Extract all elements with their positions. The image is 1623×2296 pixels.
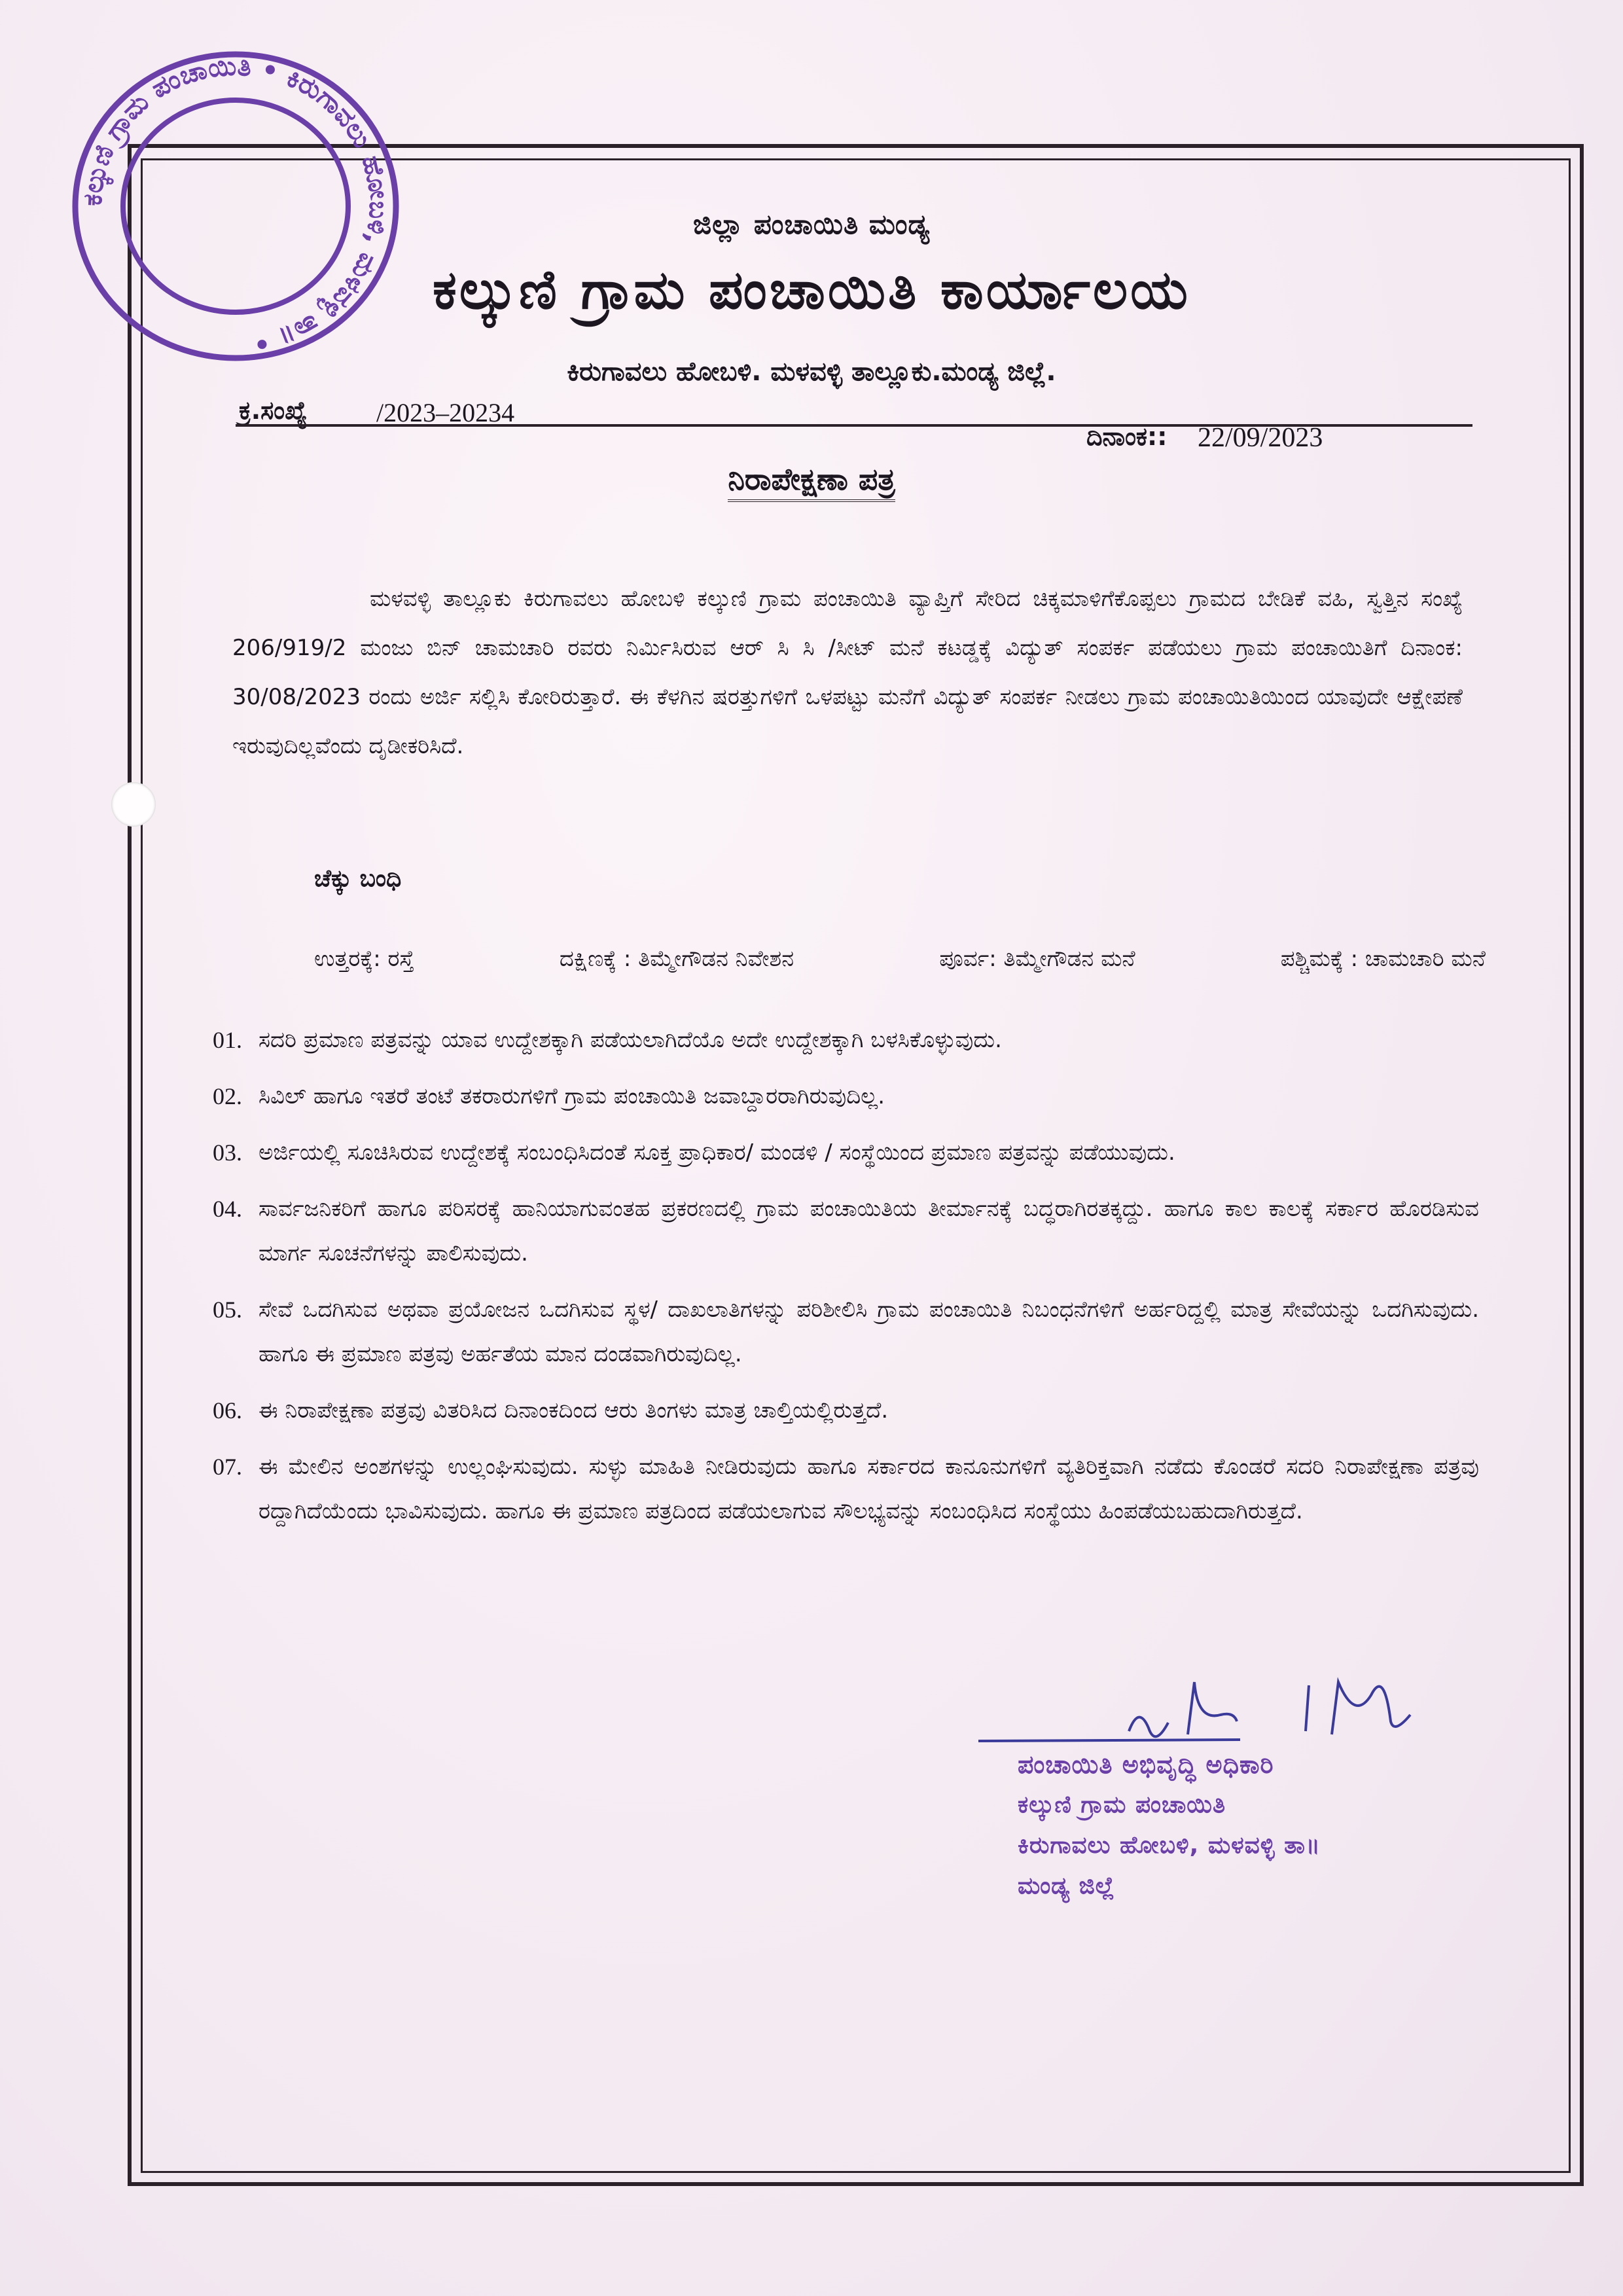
condition-text: ಈ ಮೇಲಿನ ಅಂಶಗಳನ್ನು ಉಲ್ಲಂಘಿಸುವುದು. ಸುಳ್ಳು ಮಾಹಿತಿ ನೀಡಿರುವುದು ಹಾಗೂ ಸರ್ಕಾರದ ಕಾನೂನುಗಳಿಗೆ ವ್ಯತಿರಿಕ್ತವಾಗಿ ನಡೆದು ಕೊಂಡರೆ ಸದರಿ ನಿರಾಪೇಕ್ಷಣಾ ಪತ್ರವು ರದ್ದಾಗಿದೆಯೆಂದು ಭಾವಿಸುವುದು. ಹಾಗೂ ಈ ಪ್ರಮಾಣ ಪತ್ರದಿಂದ ಪಡೆಯಲಾಗುವ ಸೌಲಭ್ಯವನ್ನು ಸಂಬಂಧಿಸಿದ ಸಂಸ್ಥೆಯು ಹಿಂಪಡೆಯಬಹುದಾಗಿರುತ್ತದೆ.	[259, 1454, 1479, 1524]
condition-text: ಸಿವಿಲ್ ಹಾಗೂ ಇತರೆ ತಂಟೆ ತಕರಾರುಗಳಿಗೆ ಗ್ರಾಮ ಪಂಚಾಯಿತಿ ಜವಾಬ್ದಾರರಾಗಿರುವುದಿಲ್ಲ.	[259, 1083, 885, 1109]
office-heading: ಕಲ್ಕುಣಿ ಗ್ರಾಮ ಪಂಚಾಯಿತಿ ಕಾರ್ಯಾಲಯ	[433, 259, 1190, 321]
condition-number: 01.	[213, 1027, 242, 1053]
boundary-south: ದಕ್ಷಿಣಕ್ಕೆ : ತಿಮ್ಮೇಗೌಡನ ನಿವೇಶನ	[559, 946, 794, 972]
document-title-text: ನಿರಾಪೇಕ್ಷಣಾ ಪತ್ರ	[728, 461, 895, 502]
condition-text: ಈ ನಿರಾಪೇಕ್ಷಣಾ ಪತ್ರವು ವಿತರಿಸಿದ ದಿನಾಂಕದಿಂದ ಆರು ತಿಂಗಳು ಮಾತ್ರ ಚಾಲ್ತಿಯಲ್ಲಿರುತ್ತದೆ.	[259, 1397, 889, 1424]
officer-stamp-line-2: ಕಲ್ಕುಣಿ ಗ್ರಾಮ ಪಂಚಾಯಿತಿ	[1018, 1791, 1226, 1818]
condition-text: ಸದರಿ ಪ್ರಮಾಣ ಪತ್ರವನ್ನು ಯಾವ ಉದ್ದೇಶಕ್ಕಾಗಿ ಪಡೆಯಲಾಗಿದೆಯೊ ಅದೇ ಉದ್ದೇಶಕ್ಕಾಗಿ ಬಳಸಿಕೊಳ್ಳುವುದು.	[259, 1027, 1002, 1053]
reference-number-value: /2023–20234	[376, 398, 515, 427]
officer-stamp-line-3: ಕಿರುಗಾವಲು ಹೋಬಳಿ, ಮಳವಳ್ಳಿ ತಾ॥	[1018, 1832, 1321, 1859]
condition-text: ಅರ್ಜಿಯಲ್ಲಿ ಸೂಚಿಸಿರುವ ಉದ್ದೇಶಕ್ಕೆ ಸಂಬಂಧಿಸಿದಂತೆ ಸೂಕ್ತ ಪ್ರಾಧಿಕಾರ/ ಮಂಡಳಿ / ಸಂಸ್ಥೆಯಿಂದ ಪ್ರಮಾಣ ಪತ್ರವನ್ನು ಪಡೆಯುವುದು.	[259, 1139, 1175, 1166]
date-value: 22/09/2023	[1198, 423, 1323, 453]
officer-stamp-line-4: ಮಂಡ್ಯ ಜಿಲ್ಲೆ	[1018, 1873, 1115, 1899]
condition-item	[213, 1187, 1479, 1276]
condition-number: 07.	[213, 1454, 242, 1480]
condition-number: 02.	[213, 1083, 242, 1109]
boundary-north: ಉತ್ತರಕ್ಕೆ: ರಸ್ತೆ	[314, 946, 414, 972]
condition-text: ಸೇವೆ ಒದಗಿಸುವ ಅಥವಾ ಪ್ರಯೋಜನ ಒದಗಿಸುವ ಸ್ಥಳ/ ದಾಖಲಾತಿಗಳನ್ನು ಪರಿಶೀಲಿಸಿ ಗ್ರಾಮ ಪಂಚಾಯಿತಿ ನಿಬಂಧನೆಗಳಿಗೆ ಅರ್ಹರಿದ್ದಲ್ಲಿ ಮಾತ್ರ ಸೇವೆಯನ್ನು ಒದಗಿಸುವುದು. ಹಾಗೂ ಈ ಪ್ರಮಾಣ ಪತ್ರವು ಅರ್ಹತೆಯ ಮಾನ ದಂಡವಾಗಿರುವುದಿಲ್ಲ.	[259, 1297, 1479, 1367]
condition-item	[213, 1018, 1479, 1062]
district-heading: ಜಿಲ್ಲಾ ಪಂಚಾಯಿತಿ ಮಂಡ್ಯ	[692, 208, 930, 240]
condition-item	[213, 1444, 1479, 1534]
condition-text: ಸಾರ್ವಜನಿಕರಿಗೆ ಹಾಗೂ ಪರಿಸರಕ್ಕೆ ಹಾನಿಯಾಗುವಂತಹ ಪ್ರಕರಣದಲ್ಲಿ ಗ್ರಾಮ ಪಂಚಾಯಿತಿಯ ತೀರ್ಮಾನಕ್ಕೆ ಬದ್ಧರಾಗಿರತಕ್ಕದ್ದು. ಹಾಗೂ ಕಾಲ ಕಾಲಕ್ಕೆ ಸರ್ಕಾರ ಹೊರಡಿಸುವ ಮಾರ್ಗ ಸೂಚನೆಗಳನ್ನು ಪಾಲಿಸುವುದು.	[259, 1196, 1479, 1266]
body-paragraph: ಮಳವಳ್ಳಿ ತಾಲ್ಲೂಕು ಕಿರುಗಾವಲು ಹೋಬಳಿ ಕಲ್ಕುಣಿ ಗ್ರಾಮ ಪಂಚಾಯಿತಿ ವ್ಯಾಪ್ತಿಗೆ ಸೇರಿದ ಚಿಕ್ಕಮಾಳಿಗೆಕೊಪ್ಪಲು ಗ್ರಾಮದ ಬೇಡಿಕೆ ವಹಿ, ಸ್ವತ್ತಿನ ಸಂಖ್ಯೆ 206/919/2 ಮಂಜು ಬಿನ್ ಚಾಮಚಾರಿ ರವರು ನಿರ್ಮಿಸಿರುವ ಆರ್ ಸಿ ಸಿ /ಸೀಟ್ ಮನೆ ಕಟಡ್ಡಕ್ಕೆ ವಿದ್ಯುತ್ ಸಂಪರ್ಕ ಪಡೆಯಲು ಗ್ರಾಮ ಪಂಚಾಯಿತಿಗೆ ದಿನಾಂಕ: 30/08/2023 ರಂದು ಅರ್ಜಿ ಸಲ್ಲಿಸಿ ಕೋರಿರುತ್ತಾರೆ. ಈ ಕೆಳಗಿನ ಷರತ್ತುಗಳಿಗೆ ಒಳಪಟ್ಟು ಮನೆಗೆ ವಿದ್ಯುತ್ ಸಂಪರ್ಕ ನೀಡಲು ಗ್ರಾಮ ಪಂಚಾಯಿತಿಯಿಂದ ಯಾವುದೇ ಆಕ್ಷೇಪಣೆ ಇರುವುದಿಲ್ಲವೆಂದು ದೃಡೀಕರಿಸಿದೆ.	[232, 586, 1463, 759]
condition-number: 05.	[213, 1297, 242, 1323]
boundary-east: ಪೂರ್ವ: ತಿಮ್ಮೇಗೌಡನ ಮನೆ	[939, 946, 1135, 972]
condition-number: 04.	[213, 1196, 242, 1222]
condition-number: 03.	[213, 1139, 242, 1166]
reference-number-label: ಕ್ರ.ಸಂಖ್ಯೆ	[239, 396, 308, 425]
document-title	[0, 461, 1623, 498]
condition-number: 06.	[213, 1397, 242, 1424]
seal-text: ಕಲ್ಕುಣಿ ಗ್ರಾಮ ಪಂಚಾಯಿತಿ • ಕಿರುಗಾವಲು ಹೋಬಳಿ, ಮಳವಳ್ಳಿ ತಾ॥ •	[77, 51, 395, 360]
condition-item	[213, 1130, 1479, 1175]
office-address: ಕಿರುಗಾವಲು ಹೋಬಳಿ. ಮಳವಳ್ಳಿ ತಾಲ್ಲೂಕು.ಮಂಡ್ಯ ಜಿಲ್ಲೆ.	[567, 357, 1056, 387]
officer-stamp-line-1: ಪಂಚಾಯಿತಿ ಅಭಿವೃದ್ಧಿ ಅಧಿಕಾರಿ	[1018, 1750, 1274, 1779]
punch-hole	[111, 782, 156, 827]
date-label: ದಿನಾಂಕ::	[1086, 422, 1168, 451]
condition-item	[213, 1388, 1479, 1433]
boundaries-row	[314, 946, 1486, 972]
officer-designation-stamp	[1018, 1744, 1489, 1907]
boundaries-heading: ಚೆಕ್ಕು ಬಂಧಿ	[314, 865, 402, 892]
condition-item	[213, 1074, 1479, 1119]
condition-item	[213, 1287, 1479, 1376]
boundary-west: ಪಶ್ಚಿಮಕ್ಕೆ : ಚಾಮಚಾರಿ ಮನೆ	[1280, 946, 1486, 972]
conditions-list	[213, 1018, 1479, 1545]
